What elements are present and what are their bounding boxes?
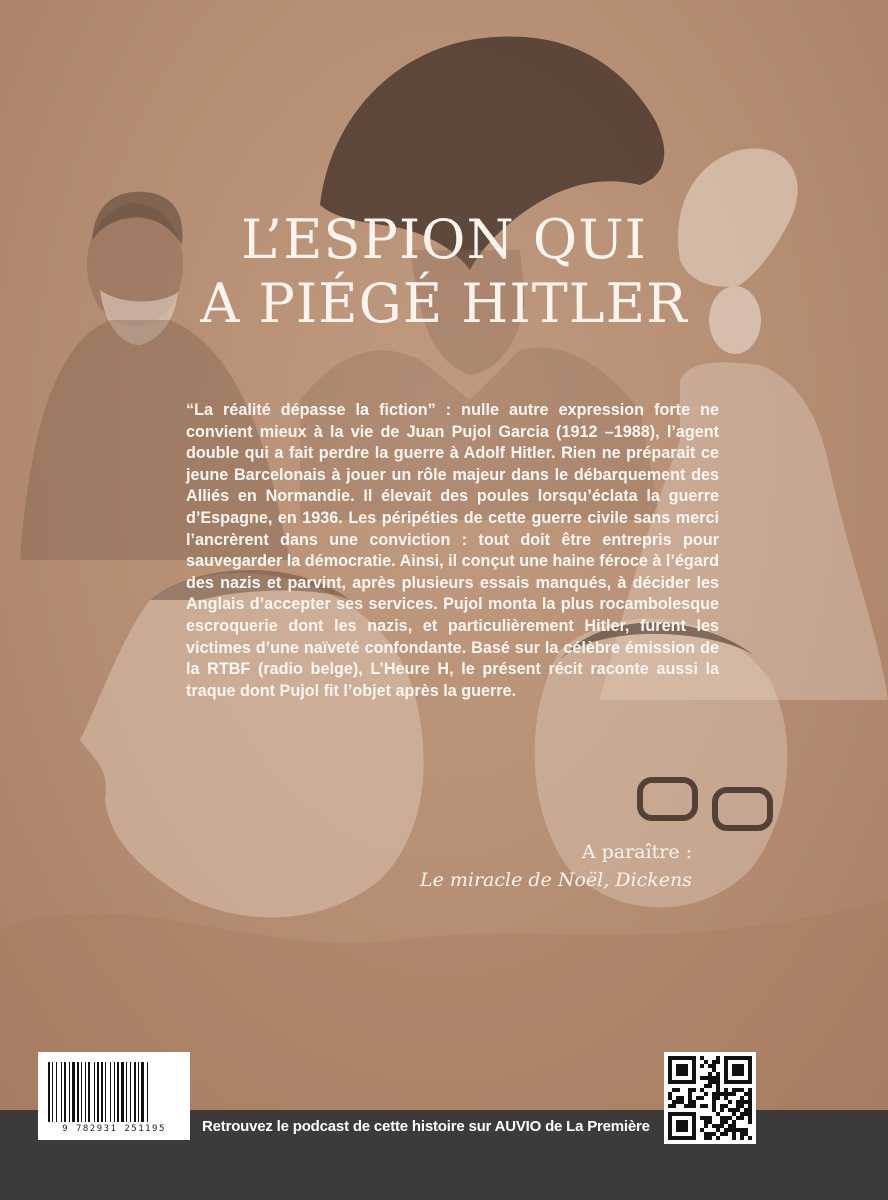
qr-module [728,1108,732,1112]
barcode-bar [117,1062,119,1122]
barcode-bar [110,1062,111,1122]
qr-module [676,1064,688,1076]
qr-module [708,1080,712,1084]
qr-module [724,1104,728,1108]
qr-module [748,1112,752,1116]
qr-module [676,1096,680,1100]
qr-module [688,1100,692,1104]
qr-module [712,1080,716,1084]
qr-module [700,1128,704,1132]
barcode-bar [94,1062,95,1122]
qr-module [720,1120,724,1124]
qr-module [732,1108,736,1112]
qr-module [692,1088,696,1092]
barcode-bar [69,1062,70,1122]
qr-module [680,1096,684,1100]
qr-module [744,1108,748,1112]
qr-module [740,1132,744,1136]
book-title-line-2: A PIÉGÉ HITLER [200,272,688,335]
qr-module [728,1128,732,1132]
qr-module [708,1116,712,1120]
qr-module [740,1116,744,1120]
qr-module [748,1116,752,1120]
qr-module [704,1076,708,1080]
qr-module [724,1092,728,1096]
qr-module [716,1128,720,1132]
barcode-bar [105,1062,106,1122]
barcode-bar [101,1062,103,1122]
qr-module [692,1100,696,1104]
qr-module [748,1092,752,1096]
qr-module [692,1104,696,1108]
qr-module [712,1076,716,1080]
qr-module [672,1100,676,1104]
barcode-bar [61,1062,62,1122]
barcode-bar [56,1062,57,1122]
qr-module [704,1124,708,1128]
qr-module [740,1136,744,1140]
barcode-bar [81,1062,82,1122]
qr-module [712,1100,716,1104]
qr-module [732,1124,736,1128]
qr-module [688,1092,692,1096]
barcode-bar [77,1062,79,1122]
qr-module [744,1132,748,1136]
qr-module [724,1116,728,1120]
qr-module [704,1132,708,1136]
qr-module [720,1104,724,1108]
qr-module [716,1056,720,1060]
qr-module [740,1096,744,1100]
barcode-bar [52,1062,53,1122]
qr-module [672,1104,676,1108]
qr-code-icon [664,1052,756,1144]
qr-module [748,1100,752,1104]
qr-module [668,1104,672,1108]
barcode-bar [134,1062,136,1122]
qr-module [704,1136,708,1140]
qr-module [732,1136,736,1140]
barcode-bar [121,1062,124,1122]
podcast-text: Retrouvez le podcast de cette histoire sur AUVIO de La Première [202,1118,650,1135]
qr-module [672,1088,676,1092]
qr-module [700,1076,704,1080]
qr-module [688,1088,692,1092]
qr-module [748,1136,752,1140]
barcode-bar [97,1062,99,1122]
qr-module [720,1092,724,1096]
qr-module [708,1132,712,1136]
qr-module [728,1100,732,1104]
qr-module [732,1112,736,1116]
qr-module [704,1116,708,1120]
barcode-bar [85,1062,86,1122]
qr-module [712,1124,716,1128]
qr-module [708,1084,712,1088]
qr-module [732,1120,736,1124]
qr-module [708,1120,712,1124]
qr-module [720,1108,724,1112]
barcode-bar [126,1062,127,1122]
qr-module [716,1136,720,1140]
qr-module [712,1068,716,1072]
qr-module [740,1128,744,1132]
qr-module [736,1116,740,1120]
qr-module [716,1088,720,1092]
qr-module [748,1088,752,1092]
qr-module [712,1108,716,1112]
qr-module [704,1120,708,1124]
qr-module [736,1108,740,1112]
barcode-bar [130,1062,131,1122]
barcode-bar [72,1062,75,1122]
qr-module [676,1120,688,1132]
qr-module [700,1064,704,1068]
qr-module [704,1104,708,1108]
upcoming-title: Le miracle de Noël, Dickens [419,869,692,891]
qr-code[interactable] [664,1052,756,1144]
qr-module [668,1096,672,1100]
qr-module [712,1096,716,1100]
barcode-bar [141,1062,144,1122]
qr-module [684,1104,688,1108]
barcode-bar [48,1062,50,1122]
qr-module [712,1092,716,1096]
qr-module [736,1128,740,1132]
qr-module [676,1100,680,1104]
qr-module [716,1076,720,1080]
qr-module [716,1096,720,1100]
barcode-bar [64,1062,66,1122]
qr-module [724,1128,728,1132]
qr-module [712,1132,716,1136]
book-title-line-1: L’ESPION QUI [241,208,647,271]
qr-module [740,1104,744,1108]
qr-module [724,1132,728,1136]
qr-module [716,1072,720,1076]
qr-module [708,1064,712,1068]
qr-module [708,1072,712,1076]
barcode-bar [88,1062,90,1122]
qr-module [728,1092,732,1096]
barcode-bar [138,1062,139,1122]
qr-module [700,1104,704,1108]
qr-module [728,1124,732,1128]
qr-module [680,1100,684,1104]
qr-module [712,1064,716,1068]
qr-module [724,1096,728,1100]
qr-module [700,1116,704,1120]
upcoming-book [420,838,692,894]
qr-module [748,1108,752,1112]
book-blurb: “La réalité dépasse la fiction” : nulle autre expression forte ne convient mieux à la vie de Juan Pujol Garcia (1912 –1988), l’agent double qui a fait perdre la guerre à Adolf Hitler. Rien ne préparait ce jeune Barcelonais à jouer un rôle majeur dans le débarquement des Alliés en Normandie. Il élevait des poules lorsqu’éclata la guerre d’Espagne, en 1936. Les péripéties de cette guerre civile sans merci l’ancrèrent dans une conviction : tout doit être entrepris pour sauvegarder la démocratie. Ainsi, il conçut une haine féroce à l’égard des nazis et parvint, après plusieurs essais manqués, à décider les Anglais d’accepter ses services. Pujol monta la plus rocambolesque escroquerie dont les nazis, et particulièrement Hitler, furent les victimes d’une naïveté confondante. Basé sur la célèbre émission de la RTBF (radio belge), L’Heure H, le présent récit raconte aussi la traque dont Pujol fit l’objet après la guerre. [186,401,719,700]
qr-module [744,1112,748,1116]
qr-module [744,1100,748,1104]
qr-module [700,1056,704,1060]
qr-module [704,1060,708,1064]
qr-module [744,1128,748,1132]
qr-module [736,1100,740,1104]
qr-module [688,1104,692,1108]
qr-module [716,1060,720,1064]
qr-module [736,1088,740,1092]
qr-module [740,1100,744,1104]
qr-module [688,1096,692,1100]
barcode-bar [114,1062,115,1122]
qr-module [712,1060,716,1064]
qr-module [732,1128,736,1132]
qr-module [732,1088,736,1092]
qr-module [740,1112,744,1116]
qr-module [748,1104,752,1108]
qr-module [748,1120,752,1124]
qr-module [744,1092,748,1096]
qr-module [736,1104,740,1108]
qr-module [700,1096,704,1100]
qr-module [724,1088,728,1092]
qr-module [716,1124,720,1128]
isbn-number: 9 782931 251195 [62,1124,166,1134]
qr-module [716,1092,720,1096]
qr-module [696,1096,700,1100]
qr-module [716,1084,720,1088]
qr-module [732,1064,744,1076]
upcoming-label: A paraître : [581,841,692,863]
qr-module [676,1088,680,1092]
qr-module [720,1124,724,1128]
qr-module [704,1092,708,1096]
qr-module [724,1120,728,1124]
qr-module [720,1132,724,1136]
qr-module [740,1088,744,1092]
qr-module [704,1084,708,1088]
qr-module [720,1116,724,1120]
barcode-bar [147,1062,148,1122]
qr-module [728,1116,732,1120]
qr-module [748,1096,752,1100]
qr-module [716,1080,720,1084]
qr-module [668,1092,672,1096]
qr-module [700,1088,704,1092]
qr-module [712,1104,716,1108]
qr-module [708,1136,712,1140]
qr-module [732,1132,736,1136]
qr-module [708,1076,712,1080]
qr-module [732,1092,736,1096]
qr-module [716,1112,720,1116]
